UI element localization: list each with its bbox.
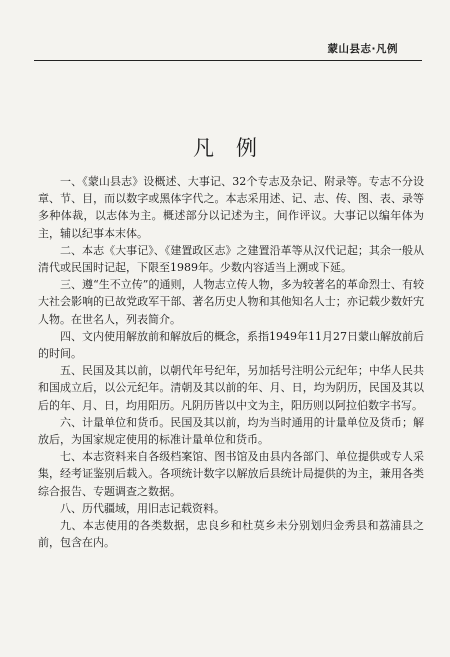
running-header: 蒙山县志·凡例 bbox=[327, 43, 398, 55]
paragraph-9: 九、本志使用的各类数据，忠良乡和杜莫乡未分别划归金秀县和荔浦县之前，包含在内。 bbox=[38, 519, 424, 550]
paragraph-4: 四、文内使用解放前和解放后的概念，系指1949年11月27日蒙山解放前后的时间。 bbox=[38, 329, 424, 361]
header-rule bbox=[34, 60, 422, 61]
paragraph-3: 三、遵“生不立传”的通则，人物志立传人物，多为较著名的革命烈士、有较大社会影响的已故党政军干部、著名历史人物和其他知名人士；亦记载少数奸宄人物。在世名人，列表简介。 bbox=[38, 278, 424, 326]
page-title: 凡例 bbox=[193, 136, 279, 160]
paragraph-6: 六、计量单位和货币。民国及其以前，均为当时通用的计量单位及货币；解放后，为国家规定使用的标准计量单位和货币。 bbox=[38, 415, 424, 447]
paragraph-5: 五、民国及其以前，以朝代年号纪年，另加括号注明公元纪年；中华人民共和国成立后，以公元纪年。清朝及其以前的年、月、日，均为阴历，民国及其以后的年、月、日，均用阳历。凡阴历皆以中文为主，阳历则以阿拉伯数字书写。 bbox=[38, 364, 424, 412]
paragraph-7: 七、本志资料来自各级档案馆、图书馆及由县内各部门、单位提供或专人采集，经考证鉴别后载入。各项统计数字以解放后县统计局提供的为主，兼用各类综合报告、专题调查之数据。 bbox=[38, 450, 424, 498]
body-text bbox=[38, 173, 424, 551]
paragraph-1: 一、《蒙山县志》设概述、大事记、32个专志及杂记、附录等。专志不分设章、节、目，而以数字或黑体字代之。本志采用述、记、志、传、图、表、录等多种体裁，以志体为主。概述部分以记述为主，间作评议。大事记以编年体为主，辅以纪事本末体。 bbox=[38, 175, 424, 240]
paragraph-8: 八、历代疆域，用旧志记载资料。 bbox=[60, 501, 225, 515]
paragraph-2: 二、本志《大事记》、《建置政区志》之建置沿革等从汉代记起；其余一般从清代或民国时记起，下限至1989年。少数内容适当上溯或下延。 bbox=[38, 243, 424, 275]
